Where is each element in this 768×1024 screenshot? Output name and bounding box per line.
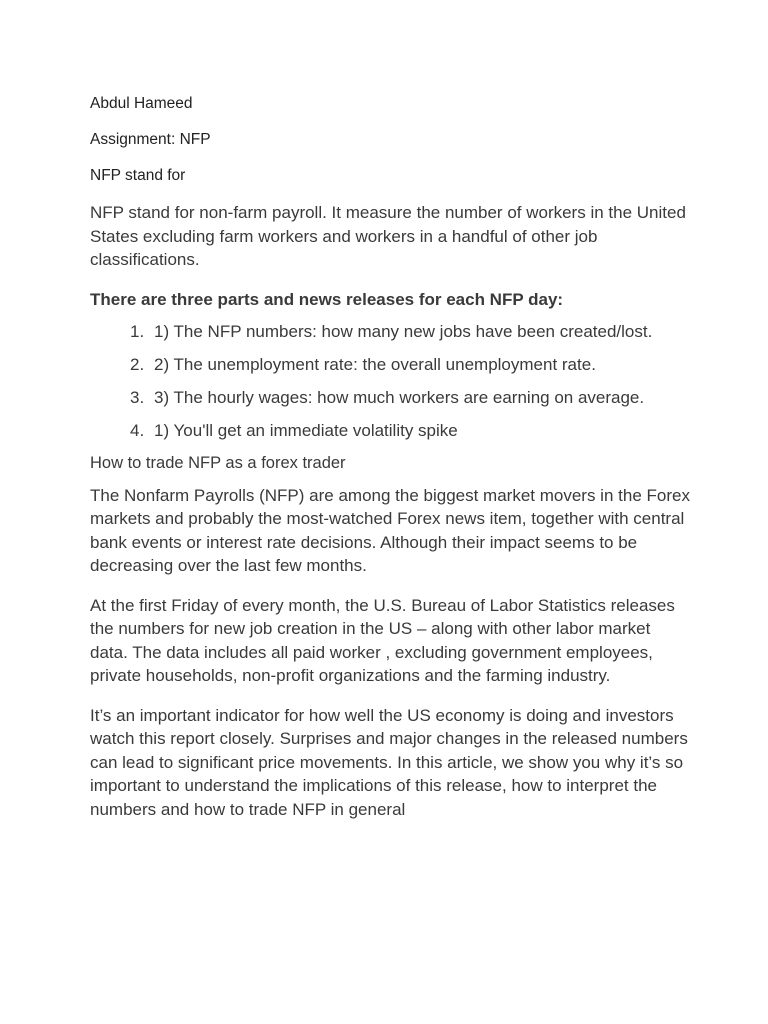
list-number: 4. (130, 420, 145, 440)
list-item-text: 1) You'll get an immediate volatility spike (154, 420, 458, 440)
parts-list (90, 320, 690, 442)
list-number: 1. (130, 321, 145, 341)
assignment-title: Assignment: NFP (90, 131, 211, 148)
document-page (90, 93, 690, 837)
list-item-text: 3) The hourly wages: how much workers are earning on average. (154, 387, 645, 407)
body-paragraph: At the first Friday of every month, the U.S. Bureau of Labor Statistics releases the numbers for new job creation in the US – along with other labor market data. The data includes all paid worker , excluding government employees, private households, non-profit organizations and the farming industry. (90, 595, 675, 685)
list-item (90, 386, 690, 409)
list-item (90, 419, 690, 442)
list-item-text: 1) The NFP numbers: how many new jobs have been created/lost. (154, 321, 653, 341)
list-number: 2. (130, 354, 145, 374)
trade-heading: How to trade NFP as a forex trader (90, 453, 346, 472)
intro-paragraph: NFP stand for non-farm payroll. It measure the number of workers in the United States excluding farm workers and workers in a handful of other job classifications. (90, 203, 686, 269)
body-paragraph: It’s an important indicator for how well the US economy is doing and investors watch this report closely. Surprises and major changes in the released numbers can lead to significant price movements. In this article, we show you why it’s so important to understand the implications of this release, how to interpret the numbers and how to trade NFP in general (90, 705, 688, 819)
body-paragraph: The Nonfarm Payrolls (NFP) are among the biggest market movers in the Forex markets and probably the most-watched Forex news item, together with central bank events or interest rate decisions. Although their impact seems to be decreasing over the last few months. (90, 485, 690, 575)
question-line: NFP stand for (90, 167, 186, 184)
list-number: 3. (130, 387, 145, 407)
list-item-text: 2) The unemployment rate: the overall unemployment rate. (154, 354, 596, 374)
parts-heading: There are three parts and news releases for each NFP day: (90, 289, 564, 309)
author-name: Abdul Hameed (90, 95, 193, 112)
list-item (90, 353, 690, 376)
list-item (90, 320, 690, 343)
